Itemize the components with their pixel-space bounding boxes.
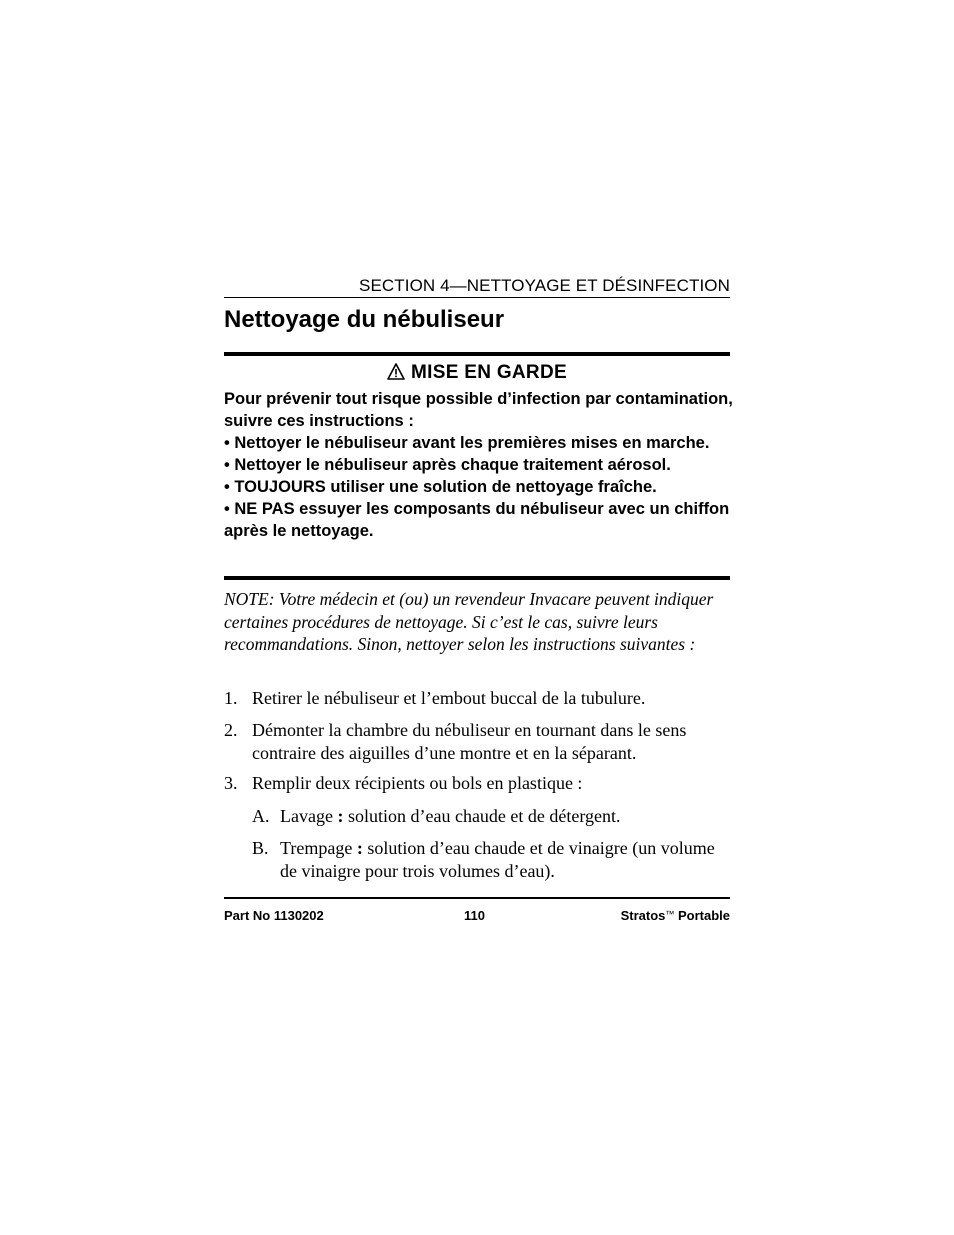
warning-triangle-icon <box>387 363 405 386</box>
section-header: SECTION 4—NETTOYAGE ET DÉSINFECTION <box>359 276 730 295</box>
substep-letter: B. <box>252 838 269 858</box>
warning-heading <box>224 362 730 386</box>
warning-top-rule <box>224 352 730 356</box>
warning-bullet: • Nettoyer le nébuliseur avant les premières mises en marche. <box>224 434 710 452</box>
footer-part-number: Part No 1130202 <box>224 908 324 923</box>
step-text: Remplir deux récipients ou bols en plastique : <box>252 773 583 793</box>
warning-heading-text: MISE EN GARDE <box>411 362 567 383</box>
substep-text: Lavage : solution d’eau chaude et de détergent. <box>280 806 621 826</box>
step-number: 1. <box>224 688 238 708</box>
footer-page-number: 110 <box>464 908 485 923</box>
substep-letter: A. <box>252 806 270 826</box>
footer-product: Stratos™ Portable <box>620 908 730 923</box>
warning-intro: Pour prévenir tout risque possible d’infection par contamination, suivre ces instructions : <box>224 390 733 430</box>
substep-text: Trempage : solution d’eau chaude et de vinaigre (un volume de vinaigre pour trois volumes d’eau). <box>280 838 715 881</box>
warning-bullet: • TOUJOURS utiliser une solution de nettoyage fraîche. <box>224 478 657 496</box>
step-number: 2. <box>224 720 238 740</box>
warning-bullet: • Nettoyer le nébuliseur après chaque traitement aérosol. <box>224 456 671 474</box>
warning-bullet: • NE PAS essuyer les composants du nébuliseur avec un chiffon après le nettoyage. <box>224 500 730 540</box>
note-text: NOTE: Votre médecin et (ou) un revendeur Invacare peuvent indiquer certaines procédures de nettoyage. Si c’est le cas, suivre leurs recommandations. Sinon, nettoyer selon les instructions suivantes : <box>224 589 714 654</box>
step-text: Démonter la chambre du nébuliseur en tournant dans le sens contraire des aiguilles d’une montre et en la séparant. <box>252 720 687 763</box>
footer-rule <box>224 897 730 899</box>
header-rule <box>224 297 730 298</box>
page-title: Nettoyage du nébuliseur <box>224 306 505 333</box>
warning-body <box>224 388 734 542</box>
step-number: 3. <box>224 773 238 793</box>
step-text: Retirer le nébuliseur et l’embout buccal de la tubulure. <box>252 688 646 708</box>
warning-bottom-rule <box>224 576 730 580</box>
